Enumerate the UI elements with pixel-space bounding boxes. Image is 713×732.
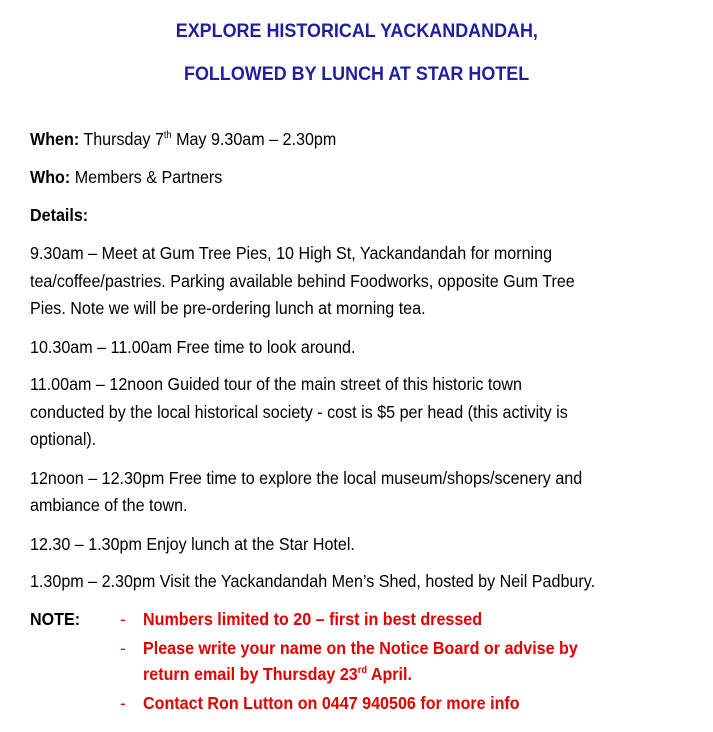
schedule-item-1-line-3: Pies. Note we will be pre-ordering lunch at morning tea. [30, 298, 426, 318]
details-label: Details: [30, 205, 89, 225]
when-value: Thursday 7th May 9.30am – 2.30pm [79, 129, 337, 149]
schedule-item-2-line-1: 10.30am – 11.00am Free time to look around. [30, 337, 356, 357]
schedule-item-5-line-1: 12.30 – 1.30pm Enjoy lunch at the Star Hotel. [30, 534, 355, 554]
note-bullet-3: - [120, 693, 126, 713]
who-row [30, 167, 222, 188]
note-item-2-line-2: return email by Thursday 23rd April. [143, 664, 412, 684]
schedule-item-3-line-1: 11.00am – 12noon Guided tour of the main street of this historic town [30, 374, 522, 394]
who-value: Members & Partners [70, 167, 223, 187]
schedule-item-3-line-2: conducted by the local historical society - cost is $5 per head (this activity is [30, 402, 568, 422]
schedule-item-6-line-1: 1.30pm – 2.30pm Visit the Yackandandah Men’s Shed, hosted by Neil Padbury. [30, 571, 596, 591]
schedule-item-1-line-1: 9.30am – Meet at Gum Tree Pies, 10 High St, Yackandandah for morning [30, 243, 553, 263]
schedule-item-1-line-2: tea/coffee/pastries. Parking available behind Foodworks, opposite Gum Tree [30, 271, 575, 291]
note-item-3: Contact Ron Lutton on 0447 940506 for more info [143, 693, 520, 713]
note-bullet-2: - [120, 638, 126, 658]
note-item-1: Numbers limited to 20 – first in best dressed [143, 609, 483, 629]
who-label: Who: [30, 167, 71, 187]
when-row [30, 129, 336, 150]
note-item-2-line-1: Please write your name on the Notice Board or advise by [143, 638, 578, 658]
note-label: NOTE: [30, 609, 81, 629]
schedule-item-4-line-1: 12noon – 12.30pm Free time to explore the local museum/shops/scenery and [30, 468, 583, 488]
schedule-item-4-line-2: ambiance of the town. [30, 495, 188, 515]
schedule-item-3-line-3: optional). [30, 429, 97, 449]
title-line-2: FOLLOWED BY LUNCH AT STAR HOTEL [183, 63, 530, 85]
note-bullet-1: - [120, 609, 126, 629]
when-label: When: [30, 129, 80, 149]
title-line-1: EXPLORE HISTORICAL YACKANDANDAH, [175, 20, 538, 42]
